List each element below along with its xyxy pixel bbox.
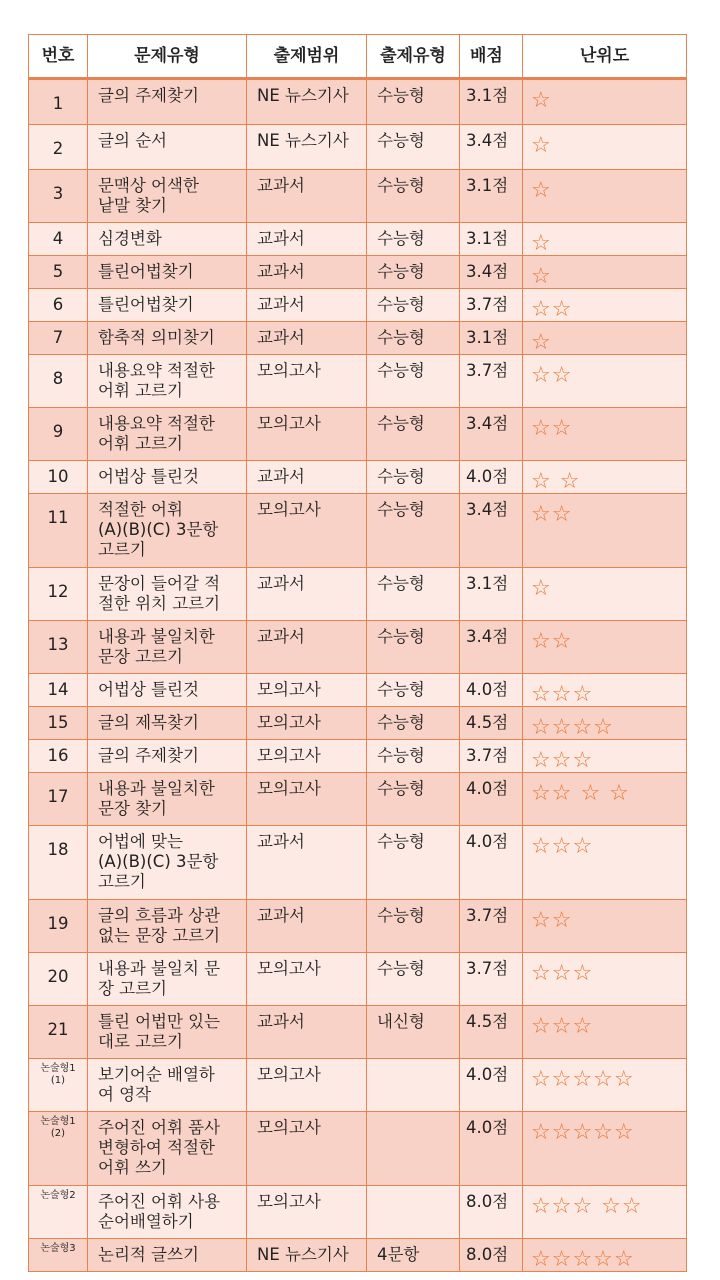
row-number: 논술형1 (1) <box>29 1059 88 1112</box>
row-number: 4 <box>29 223 88 256</box>
question-range: 모의고사 <box>247 494 367 568</box>
header-format: 출제유형 <box>367 35 460 79</box>
difficulty-stars: ☆☆☆☆☆ <box>523 1112 687 1186</box>
question-range: 교과서 <box>247 170 367 223</box>
question-type: 어법에 맞는 (A)(B)(C) 3문항 고르기 <box>88 826 247 900</box>
question-format: 수능형 <box>367 170 460 223</box>
question-type: 내용과 불일치한 문장 찾기 <box>88 773 247 826</box>
question-score: 4.0점 <box>460 1112 523 1186</box>
question-type: 틀린 어법만 있는 대로 고르기 <box>88 1006 247 1059</box>
row-number: 논술형1 (2) <box>29 1112 88 1186</box>
question-score: 4.5점 <box>460 1006 523 1059</box>
question-format: 수능형 <box>367 900 460 953</box>
question-score: 3.7점 <box>460 900 523 953</box>
question-range: 교과서 <box>247 568 367 621</box>
table-row <box>29 223 687 256</box>
exam-table <box>28 34 687 1272</box>
difficulty-stars: ☆☆ <box>523 494 687 568</box>
table-row <box>29 408 687 461</box>
question-type: 주어진 어휘 품사 변형하여 적절한 어휘 쓰기 <box>88 1112 247 1186</box>
difficulty-stars: ☆ ☆ <box>523 461 687 494</box>
row-number: 21 <box>29 1006 88 1059</box>
question-score: 4.0점 <box>460 461 523 494</box>
question-score: 3.4점 <box>460 494 523 568</box>
table-row <box>29 826 687 900</box>
question-range: 모의고사 <box>247 707 367 740</box>
question-format: 수능형 <box>367 621 460 674</box>
question-range: 모의고사 <box>247 1059 367 1112</box>
table-row <box>29 79 687 125</box>
question-score: 3.4점 <box>460 621 523 674</box>
question-score: 4.0점 <box>460 826 523 900</box>
question-type: 주어진 어휘 사용 순어배열하기 <box>88 1186 247 1239</box>
table-row <box>29 740 687 773</box>
row-number: 16 <box>29 740 88 773</box>
row-number: 7 <box>29 322 88 355</box>
difficulty-stars: ☆☆☆ ☆☆ <box>523 1186 687 1239</box>
question-type: 문장이 들어갈 적 절한 위치 고르기 <box>88 568 247 621</box>
question-format: 수능형 <box>367 826 460 900</box>
question-score: 3.1점 <box>460 568 523 621</box>
header-score: 배점 <box>460 35 523 79</box>
question-type: 문맥상 어색한 낱말 찾기 <box>88 170 247 223</box>
question-score: 3.7점 <box>460 953 523 1006</box>
header-difficulty: 난위도 <box>523 35 687 79</box>
table-row <box>29 125 687 170</box>
question-type: 논리적 글쓰기 <box>88 1239 247 1272</box>
row-number: 5 <box>29 256 88 289</box>
question-range: 교과서 <box>247 256 367 289</box>
question-score: 3.4점 <box>460 256 523 289</box>
table-row <box>29 1059 687 1112</box>
question-score: 4.0점 <box>460 773 523 826</box>
row-number: 9 <box>29 408 88 461</box>
row-number: 15 <box>29 707 88 740</box>
question-score: 4.5점 <box>460 707 523 740</box>
question-type: 내용과 불일치 문 장 고르기 <box>88 953 247 1006</box>
row-number: 논술형2 <box>29 1186 88 1239</box>
row-number: 11 <box>29 494 88 568</box>
question-format: 수능형 <box>367 408 460 461</box>
question-type: 어법상 틀린것 <box>88 461 247 494</box>
question-format: 수능형 <box>367 461 460 494</box>
row-number: 13 <box>29 621 88 674</box>
question-format: 수능형 <box>367 322 460 355</box>
question-range: 교과서 <box>247 223 367 256</box>
question-format: 수능형 <box>367 355 460 408</box>
header-range: 출제범위 <box>247 35 367 79</box>
question-format <box>367 1059 460 1112</box>
table-row <box>29 953 687 1006</box>
difficulty-stars: ☆☆ <box>523 289 687 322</box>
question-format: 수능형 <box>367 674 460 707</box>
question-type: 글의 주제찾기 <box>88 79 247 125</box>
question-score: 4.0점 <box>460 674 523 707</box>
row-number: 8 <box>29 355 88 408</box>
question-range: 모의고사 <box>247 674 367 707</box>
question-format: 수능형 <box>367 79 460 125</box>
table-row <box>29 256 687 289</box>
question-range: NE 뉴스기사 <box>247 125 367 170</box>
difficulty-stars: ☆ <box>523 125 687 170</box>
question-range: 교과서 <box>247 826 367 900</box>
row-number: 18 <box>29 826 88 900</box>
question-format: 4문항 <box>367 1239 460 1272</box>
row-number: 10 <box>29 461 88 494</box>
question-range: 모의고사 <box>247 773 367 826</box>
question-type: 글의 제목찾기 <box>88 707 247 740</box>
question-type: 글의 흐름과 상관 없는 문장 고르기 <box>88 900 247 953</box>
table-row <box>29 621 687 674</box>
difficulty-stars: ☆ <box>523 256 687 289</box>
question-range: 교과서 <box>247 322 367 355</box>
question-score: 3.7점 <box>460 740 523 773</box>
question-format: 수능형 <box>367 773 460 826</box>
table-row <box>29 494 687 568</box>
table-row <box>29 461 687 494</box>
question-format: 수능형 <box>367 740 460 773</box>
question-format: 수능형 <box>367 707 460 740</box>
question-format <box>367 1186 460 1239</box>
table-row <box>29 1112 687 1186</box>
question-score: 3.1점 <box>460 322 523 355</box>
question-format: 수능형 <box>367 568 460 621</box>
question-range: 교과서 <box>247 289 367 322</box>
question-range: 교과서 <box>247 900 367 953</box>
question-format: 수능형 <box>367 494 460 568</box>
difficulty-stars: ☆ <box>523 79 687 125</box>
difficulty-stars: ☆ <box>523 568 687 621</box>
question-range: 교과서 <box>247 621 367 674</box>
difficulty-stars: ☆☆☆ <box>523 953 687 1006</box>
question-score: 8.0점 <box>460 1239 523 1272</box>
question-range: 모의고사 <box>247 1112 367 1186</box>
question-score: 4.0점 <box>460 1059 523 1112</box>
difficulty-stars: ☆☆ <box>523 621 687 674</box>
row-number: 6 <box>29 289 88 322</box>
question-range: 모의고사 <box>247 1186 367 1239</box>
difficulty-stars: ☆☆☆☆☆ <box>523 1059 687 1112</box>
difficulty-stars: ☆☆☆☆☆ <box>523 1239 687 1272</box>
question-score: 3.1점 <box>460 170 523 223</box>
question-type: 내용요약 적절한 어휘 고르기 <box>88 408 247 461</box>
question-type: 글의 주제찾기 <box>88 740 247 773</box>
difficulty-stars: ☆☆☆☆ <box>523 707 687 740</box>
difficulty-stars: ☆☆☆ <box>523 674 687 707</box>
question-range: 모의고사 <box>247 740 367 773</box>
question-range: 모의고사 <box>247 953 367 1006</box>
table-row <box>29 773 687 826</box>
table-row <box>29 707 687 740</box>
question-format: 수능형 <box>367 125 460 170</box>
table-row <box>29 170 687 223</box>
question-score: 3.4점 <box>460 125 523 170</box>
row-number: 1 <box>29 79 88 125</box>
question-score: 3.4점 <box>460 408 523 461</box>
question-type: 틀린어법찾기 <box>88 289 247 322</box>
table-row <box>29 289 687 322</box>
question-format: 수능형 <box>367 953 460 1006</box>
question-type: 내용요약 적절한 어휘 고르기 <box>88 355 247 408</box>
table-row <box>29 1186 687 1239</box>
table-row <box>29 355 687 408</box>
difficulty-stars: ☆☆ <box>523 355 687 408</box>
question-type: 적절한 어휘 (A)(B)(C) 3문항 고르기 <box>88 494 247 568</box>
difficulty-stars: ☆ <box>523 223 687 256</box>
difficulty-stars: ☆☆ <box>523 900 687 953</box>
question-score: 3.7점 <box>460 355 523 408</box>
question-score: 3.1점 <box>460 79 523 125</box>
question-score: 3.1점 <box>460 223 523 256</box>
question-range: NE 뉴스기사 <box>247 79 367 125</box>
question-type: 어법상 틀린것 <box>88 674 247 707</box>
question-range: 모의고사 <box>247 408 367 461</box>
question-format <box>367 1112 460 1186</box>
difficulty-stars: ☆☆ <box>523 408 687 461</box>
question-type: 보기어순 배열하 여 영작 <box>88 1059 247 1112</box>
question-type: 내용과 불일치한 문장 고르기 <box>88 621 247 674</box>
row-number: 17 <box>29 773 88 826</box>
table-row <box>29 568 687 621</box>
question-format: 수능형 <box>367 256 460 289</box>
question-score: 8.0점 <box>460 1186 523 1239</box>
difficulty-stars: ☆☆☆ <box>523 826 687 900</box>
question-format: 내신형 <box>367 1006 460 1059</box>
header-number: 번호 <box>29 35 88 79</box>
row-number: 19 <box>29 900 88 953</box>
question-format: 수능형 <box>367 223 460 256</box>
difficulty-stars: ☆ <box>523 322 687 355</box>
table-row <box>29 674 687 707</box>
question-range: 교과서 <box>247 461 367 494</box>
question-range: NE 뉴스기사 <box>247 1239 367 1272</box>
question-range: 모의고사 <box>247 355 367 408</box>
difficulty-stars: ☆☆☆ <box>523 1006 687 1059</box>
row-number: 2 <box>29 125 88 170</box>
difficulty-stars: ☆☆☆ <box>523 740 687 773</box>
header-row <box>29 35 687 79</box>
difficulty-stars: ☆☆ ☆ ☆ <box>523 773 687 826</box>
table-row <box>29 322 687 355</box>
question-score: 3.7점 <box>460 289 523 322</box>
table-row <box>29 900 687 953</box>
question-type: 함축적 의미찾기 <box>88 322 247 355</box>
question-type: 틀린어법찾기 <box>88 256 247 289</box>
table-row <box>29 1006 687 1059</box>
row-number: 12 <box>29 568 88 621</box>
question-type: 심경변화 <box>88 223 247 256</box>
question-type: 글의 순서 <box>88 125 247 170</box>
row-number: 14 <box>29 674 88 707</box>
row-number: 3 <box>29 170 88 223</box>
row-number: 20 <box>29 953 88 1006</box>
header-type: 문제유형 <box>88 35 247 79</box>
table-row <box>29 1239 687 1272</box>
difficulty-stars: ☆ <box>523 170 687 223</box>
question-format: 수능형 <box>367 289 460 322</box>
row-number: 논술형3 <box>29 1239 88 1272</box>
question-range: 교과서 <box>247 1006 367 1059</box>
